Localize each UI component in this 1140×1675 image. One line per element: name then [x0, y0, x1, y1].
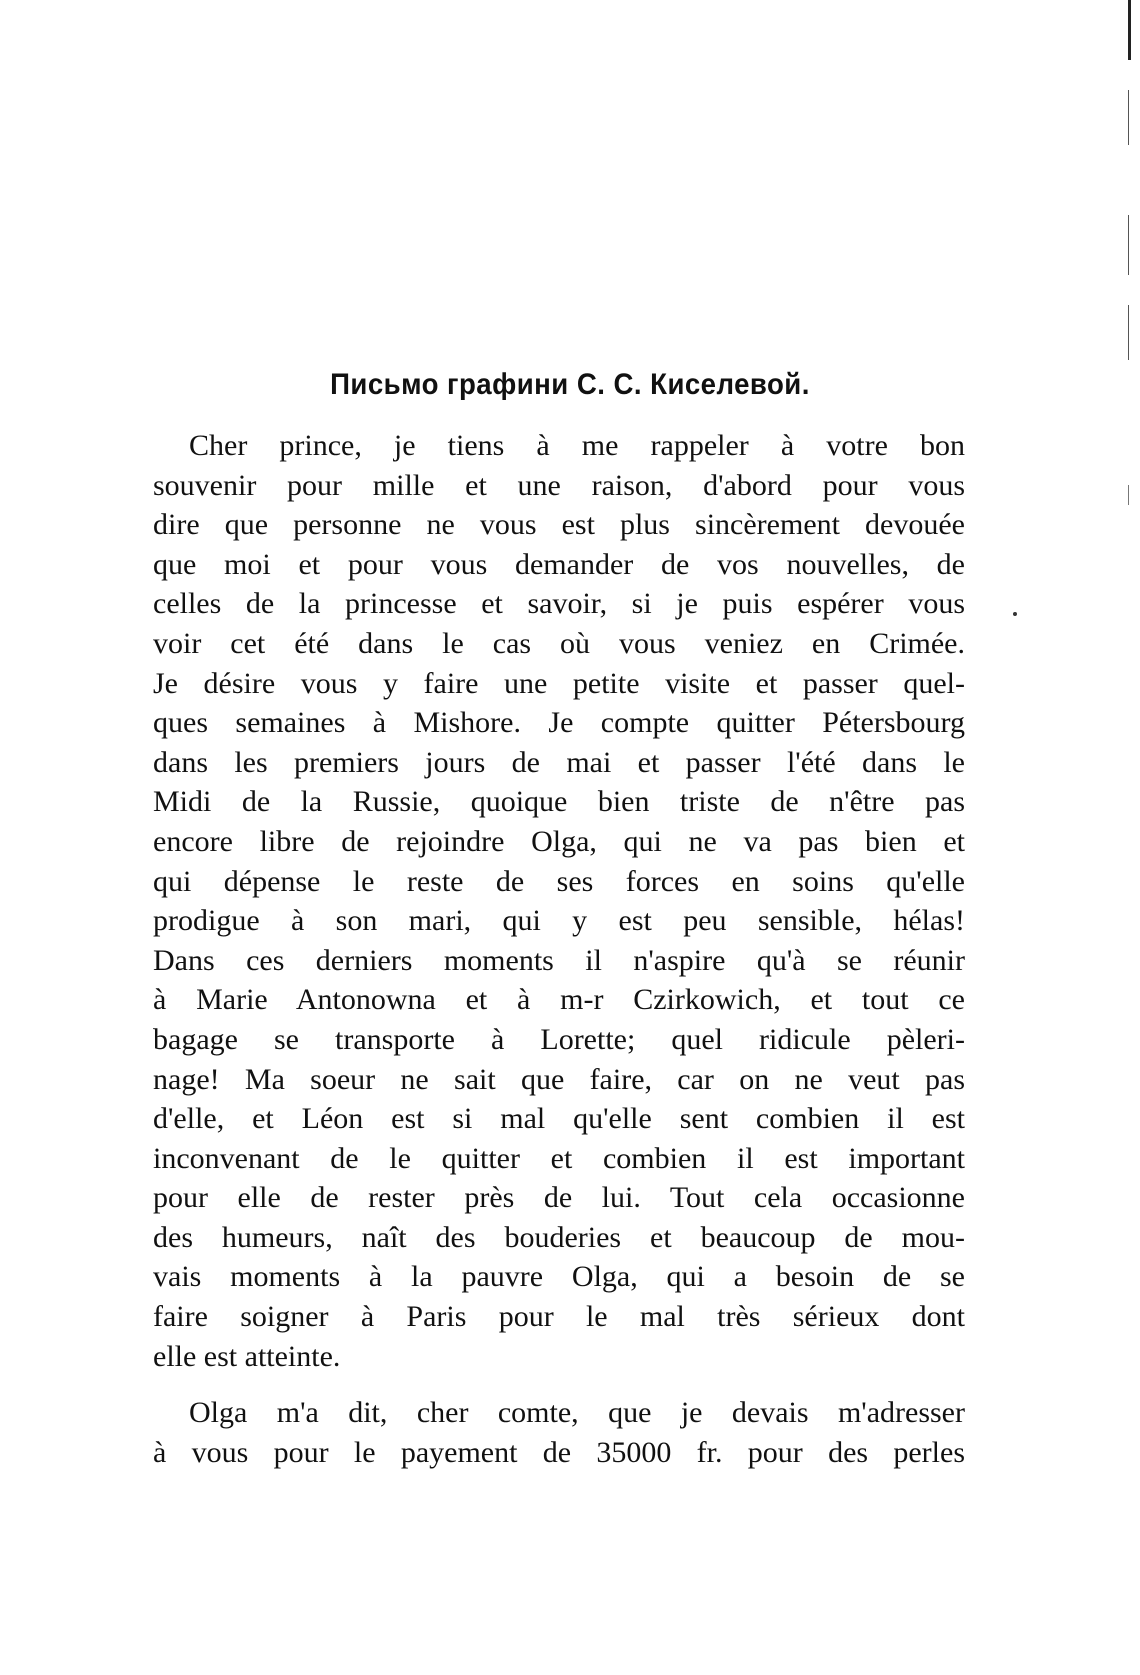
text-line: vais moments à la pauvre Olga, qui a besoin de se	[153, 1260, 965, 1294]
text-line: elle est atteinte.	[153, 1339, 341, 1373]
text-line: des humeurs, naît des bouderies et beaucoup de mou-	[153, 1220, 965, 1254]
paragraph-1	[153, 426, 965, 1376]
text-line: Olga m'a dit, cher comte, que je devais m'adresser	[189, 1396, 965, 1429]
scan-speck	[1013, 612, 1017, 616]
text-line: celles de la princesse et savoir, si je puis espérer vous	[153, 587, 965, 621]
page-edge-mark	[1128, 485, 1129, 505]
page-edge-mark	[1128, 215, 1129, 275]
text-line: dans les premiers jours de mai et passer l'été dans le	[153, 745, 965, 779]
text-line: bagage se transporte à Lorette; quel ridicule pèleri-	[153, 1022, 965, 1056]
text-line: que moi et pour vous demander de vos nouvelles, de	[153, 547, 965, 581]
text-line: inconvenant de le quitter et combien il est important	[153, 1141, 965, 1175]
page-edge-mark	[1128, 0, 1131, 60]
text-line: dire que personne ne vous est plus sincèrement devouée	[153, 508, 965, 542]
text-line: Je désire vous y faire une petite visite et passer quel-	[153, 666, 965, 700]
text-line: pour elle de rester près de lui. Tout cela occasionne	[153, 1181, 965, 1215]
letter-title: Письмо графини С. С. Киселевой.	[330, 368, 810, 401]
paragraph-2	[153, 1393, 965, 1472]
text-line: Midi de la Russie, quoique bien triste de n'être pas	[153, 785, 965, 819]
text-line: voir cet été dans le cas où vous veniez en Crimée.	[153, 626, 965, 660]
page-edge-mark	[1128, 90, 1129, 145]
text-line: souvenir pour mille et une raison, d'abord pour vous	[153, 468, 965, 502]
text-line: encore libre de rejoindre Olga, qui ne va pas bien et	[153, 824, 965, 858]
text-line: nage! Ma soeur ne sait que faire, car on ne veut pas	[153, 1062, 965, 1096]
text-line: à vous pour le payement de 35000 fr. pour des perles	[153, 1435, 965, 1469]
text-line: faire soigner à Paris pour le mal très sérieux dont	[153, 1300, 965, 1334]
text-line: d'elle, et Léon est si mal qu'elle sent combien il est	[153, 1102, 965, 1136]
text-line: prodigue à son mari, qui y est peu sensible, hélas!	[153, 904, 965, 938]
text-line: Dans ces derniers moments il n'aspire qu'à se réunir	[153, 943, 965, 977]
text-line: ques semaines à Mishore. Je compte quitter Pétersbourg	[153, 706, 965, 740]
page-edge-mark	[1128, 305, 1129, 360]
text-line: Cher prince, je tiens à me rappeler à votre bon	[189, 429, 965, 462]
text-line: qui dépense le reste de ses forces en soins qu'elle	[153, 864, 965, 898]
text-line: à Marie Antonowna et à m-r Czirkowich, et tout ce	[153, 983, 965, 1017]
